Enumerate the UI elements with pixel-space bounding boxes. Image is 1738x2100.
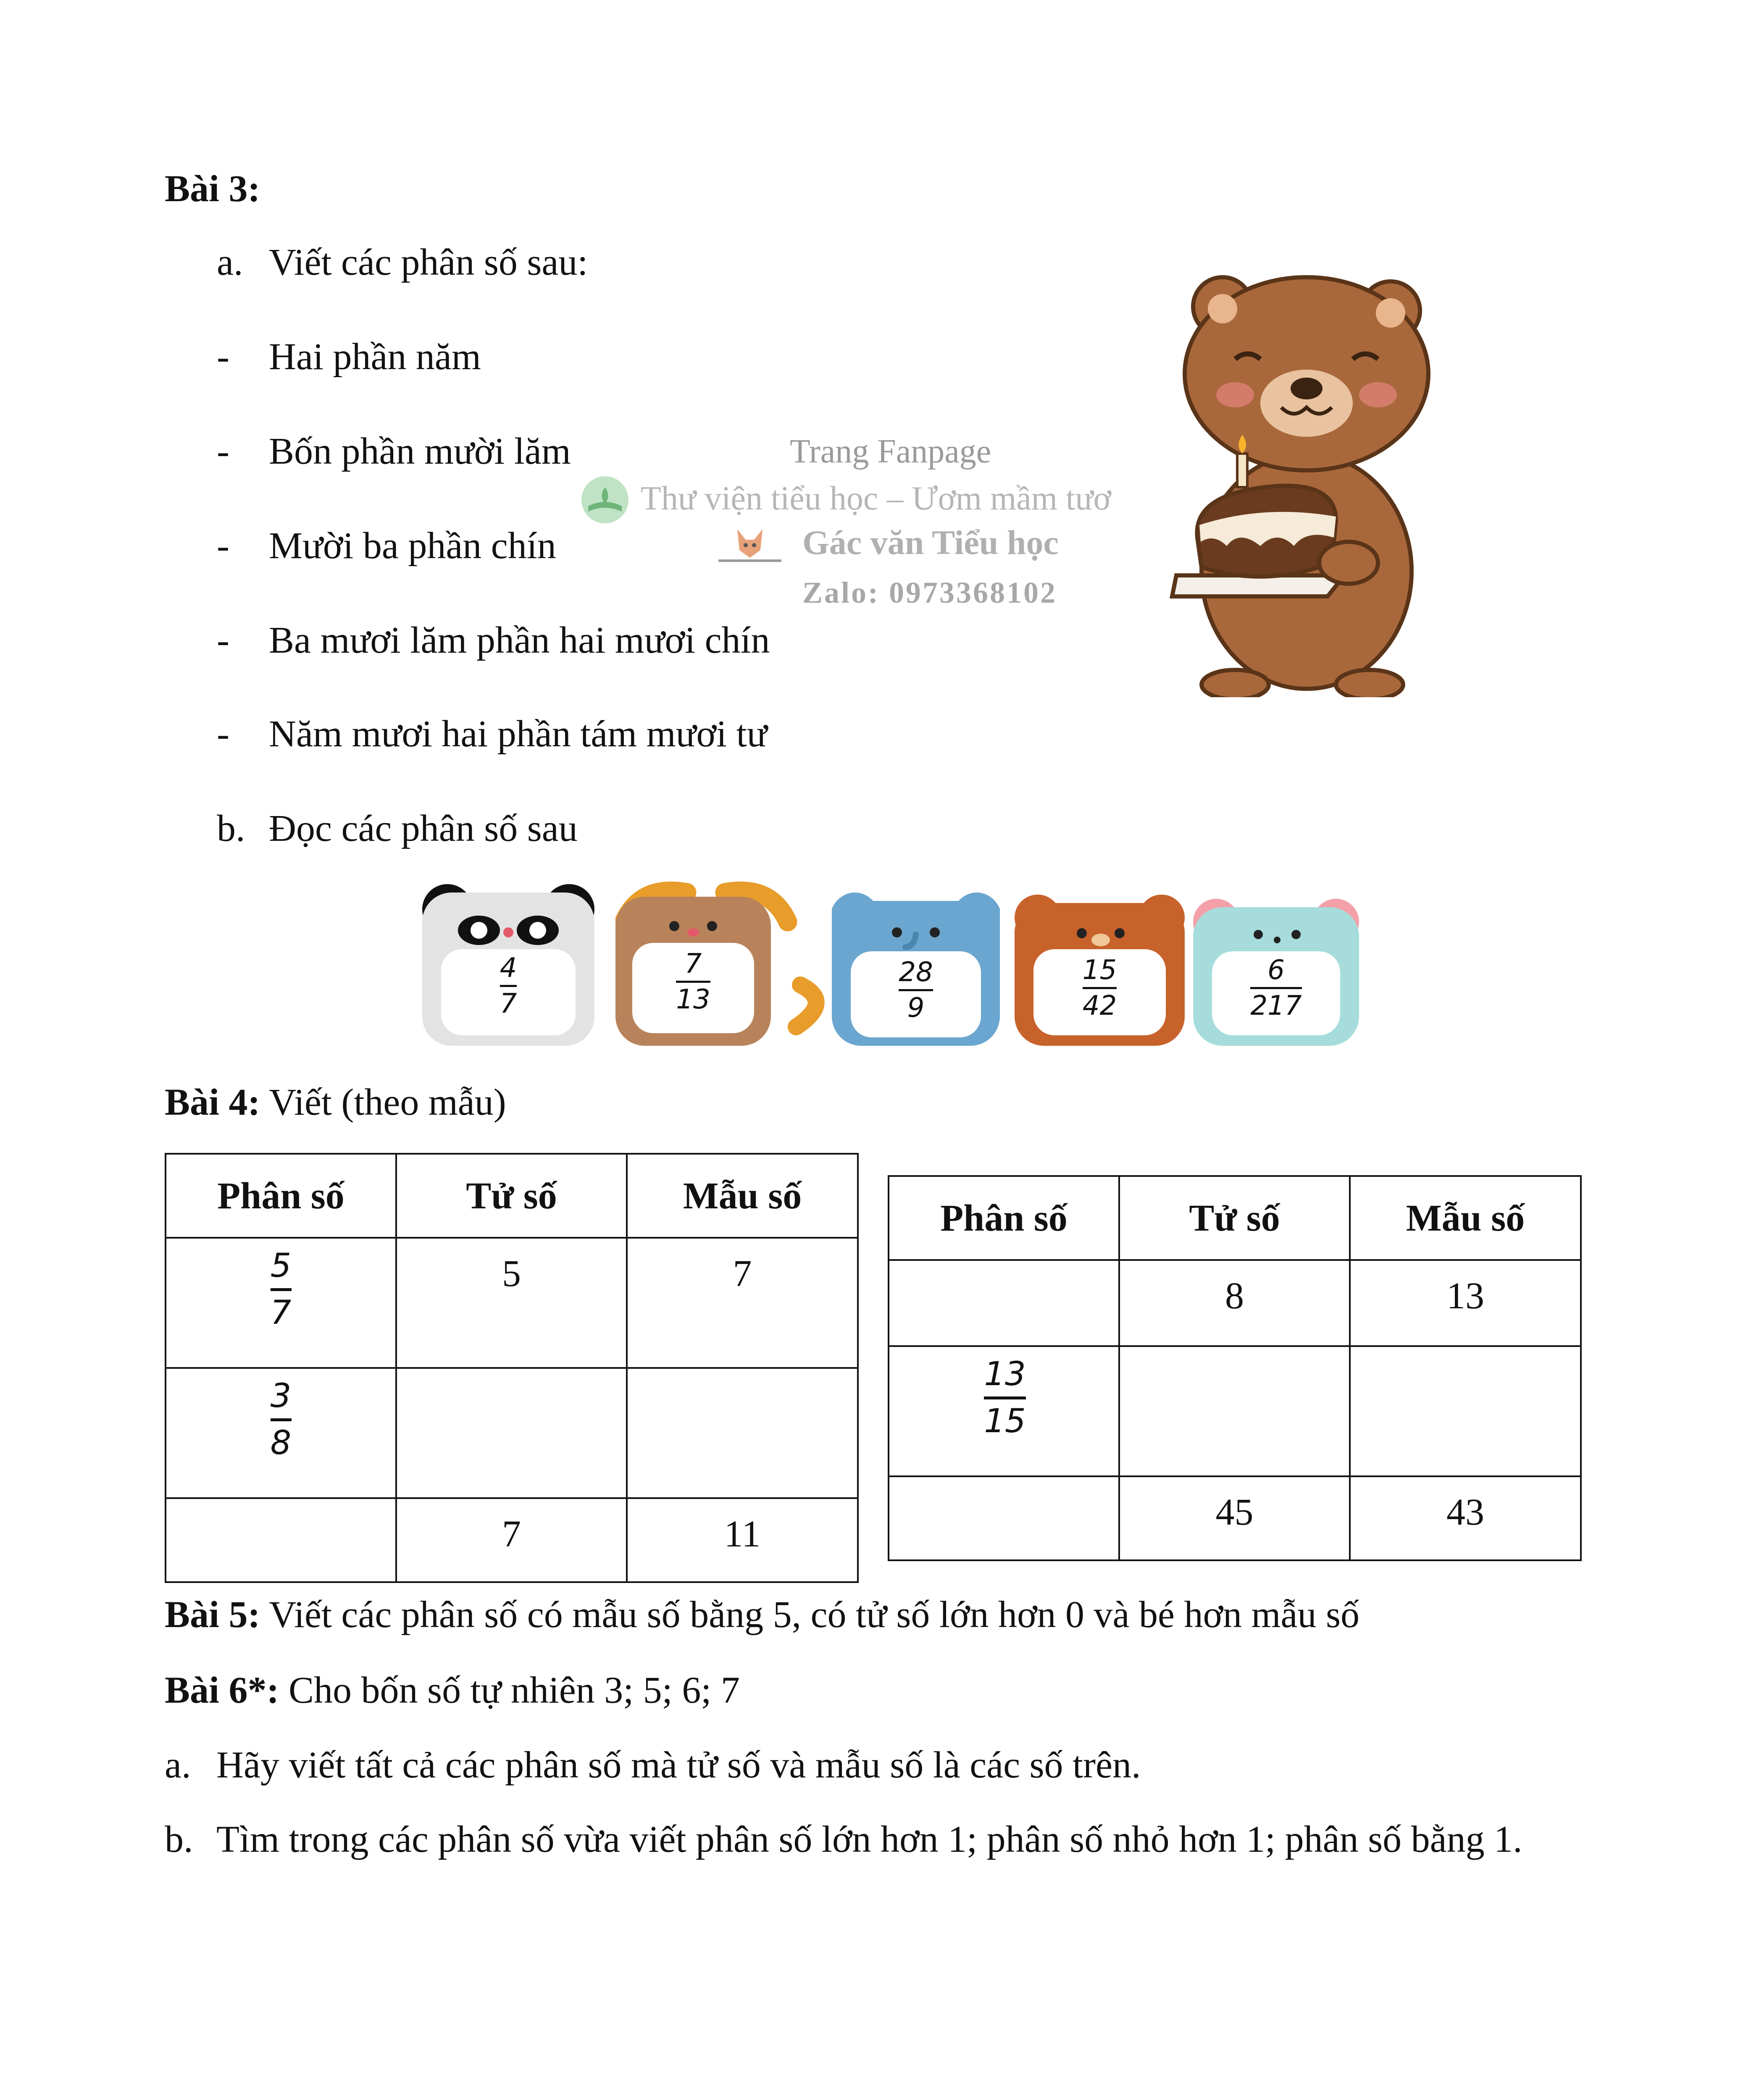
- column-header: Mẫu số: [627, 1154, 858, 1238]
- numerator-cell: 45: [1119, 1476, 1350, 1560]
- fraction-cell: [166, 1238, 396, 1368]
- table-row: [889, 1260, 1581, 1346]
- bai4-subtitle: Viết (theo mẫu): [269, 1082, 506, 1123]
- fraction-cell[interactable]: [889, 1476, 1119, 1560]
- bai3-part-a-marker: a.: [217, 242, 243, 283]
- dog-card: [615, 880, 796, 1046]
- bai6: [165, 1672, 740, 1709]
- numerator: 5: [270, 1247, 292, 1285]
- numerator-cell[interactable]: 5: [396, 1238, 627, 1368]
- denominator-cell: 13: [1350, 1260, 1581, 1346]
- column-header: Phân số: [889, 1176, 1119, 1260]
- dash: -: [217, 525, 229, 567]
- watermark-line3: Gác văn Tiểu học: [802, 523, 1059, 562]
- bai3-item: Hai phần năm: [269, 336, 481, 378]
- bai3-part-a-text: Viết các phân số sau:: [269, 242, 588, 283]
- table-row: [889, 1346, 1581, 1476]
- dash: -: [217, 430, 229, 472]
- column-header: Tử số: [1119, 1176, 1350, 1260]
- column-header: Phân số: [166, 1154, 396, 1238]
- card-numerator: 28: [899, 957, 933, 988]
- column-header: Tử số: [396, 1154, 627, 1238]
- denominator-cell: 43: [1350, 1476, 1581, 1560]
- denominator-cell: 11: [627, 1498, 858, 1582]
- card-denominator: 42: [1082, 990, 1117, 1021]
- bai5-text: Viết các phân số có mẫu số bằng 5, có tử số lớn hơn 0 và bé hơn mẫu số: [269, 1594, 1360, 1635]
- numerator-cell: 7: [396, 1498, 627, 1582]
- dash: -: [217, 713, 229, 755]
- bai6-b-text: Tìm trong các phân số vừa viết phân số lớn hơn 1; phân số nhỏ hơn 1; phân số bằng 1.: [216, 1819, 1522, 1860]
- denominator-cell[interactable]: 7: [627, 1238, 858, 1368]
- numerator: 13: [984, 1355, 1026, 1393]
- watermark-line2: Thư viện tiểu học – Ươm mầm tươ: [641, 480, 1111, 517]
- numerator: 3: [270, 1377, 292, 1415]
- bai4-table-2: [888, 1175, 1582, 1561]
- card-numerator: 6: [1267, 955, 1285, 986]
- numerator-cell[interactable]: [396, 1368, 627, 1498]
- bai6-a-text: Hãy viết tất cả các phân số mà tử số và mẫu số là các số trên.: [216, 1744, 1141, 1786]
- bai3-title: Bài 3:: [165, 168, 260, 210]
- denominator: 15: [984, 1402, 1026, 1441]
- card-denominator: 9: [907, 992, 925, 1024]
- bai3-item: Bốn phần mười lăm: [269, 430, 571, 472]
- bai3-part-b-text: Đọc các phân số sau: [269, 808, 578, 849]
- card-numerator: 4: [500, 953, 517, 984]
- mouse-card: [1193, 899, 1359, 1046]
- bear-cake-illustration: [1168, 269, 1470, 697]
- bai3-item: Mười ba phần chín: [269, 525, 556, 567]
- card-denominator: 217: [1250, 990, 1302, 1021]
- fox-logo-icon: [714, 521, 786, 567]
- bai4-heading: [165, 1084, 506, 1121]
- denominator: 7: [270, 1294, 292, 1332]
- bai3-item: Ba mươi lăm phần hai mươi chín: [269, 620, 770, 661]
- bear-card: [1015, 895, 1185, 1046]
- watermark-line4: Zalo: 0973368102: [802, 576, 1057, 609]
- bai6-b-marker: b.: [165, 1819, 193, 1860]
- fraction-cell[interactable]: [166, 1498, 396, 1582]
- card-numerator: 15: [1082, 955, 1117, 986]
- card-denominator: 7: [500, 988, 517, 1019]
- table-row: [166, 1238, 858, 1368]
- fraction-cell: [166, 1368, 396, 1498]
- bai4-table-1: [165, 1153, 859, 1583]
- dash: -: [217, 336, 229, 378]
- fraction-cell: [889, 1346, 1119, 1476]
- numerator-cell: 8: [1119, 1260, 1350, 1346]
- panda-card: [422, 880, 594, 1046]
- table-row: [166, 1498, 858, 1582]
- denominator: 8: [270, 1424, 292, 1462]
- denominator-cell[interactable]: [1350, 1346, 1581, 1476]
- table-row: [889, 1476, 1581, 1560]
- bai3-part-b-marker: b.: [217, 808, 245, 849]
- book-logo-icon: [580, 475, 630, 525]
- fraction-cell[interactable]: [889, 1260, 1119, 1346]
- bai5-title: Bài 5:: [165, 1594, 260, 1635]
- bai5: [165, 1596, 1359, 1634]
- dash: -: [217, 620, 229, 661]
- bai6-a-marker: a.: [165, 1744, 191, 1786]
- table-row: [166, 1368, 858, 1498]
- bai6-text: Cho bốn số tự nhiên 3; 5; 6; 7: [289, 1670, 740, 1711]
- elephant-card: [832, 892, 1000, 1046]
- watermark-line1: Trang Fanpage: [790, 433, 991, 470]
- numerator-cell[interactable]: [1119, 1346, 1350, 1476]
- bai4-title: Bài 4:: [165, 1082, 260, 1123]
- card-denominator: 13: [676, 984, 710, 1015]
- bai3-item: Năm mươi hai phần tám mươi tư: [269, 713, 768, 755]
- column-header: Mẫu số: [1350, 1176, 1581, 1260]
- card-numerator: 7: [684, 948, 702, 979]
- denominator-cell[interactable]: [627, 1368, 858, 1498]
- bai6-title: Bài 6*:: [165, 1670, 279, 1711]
